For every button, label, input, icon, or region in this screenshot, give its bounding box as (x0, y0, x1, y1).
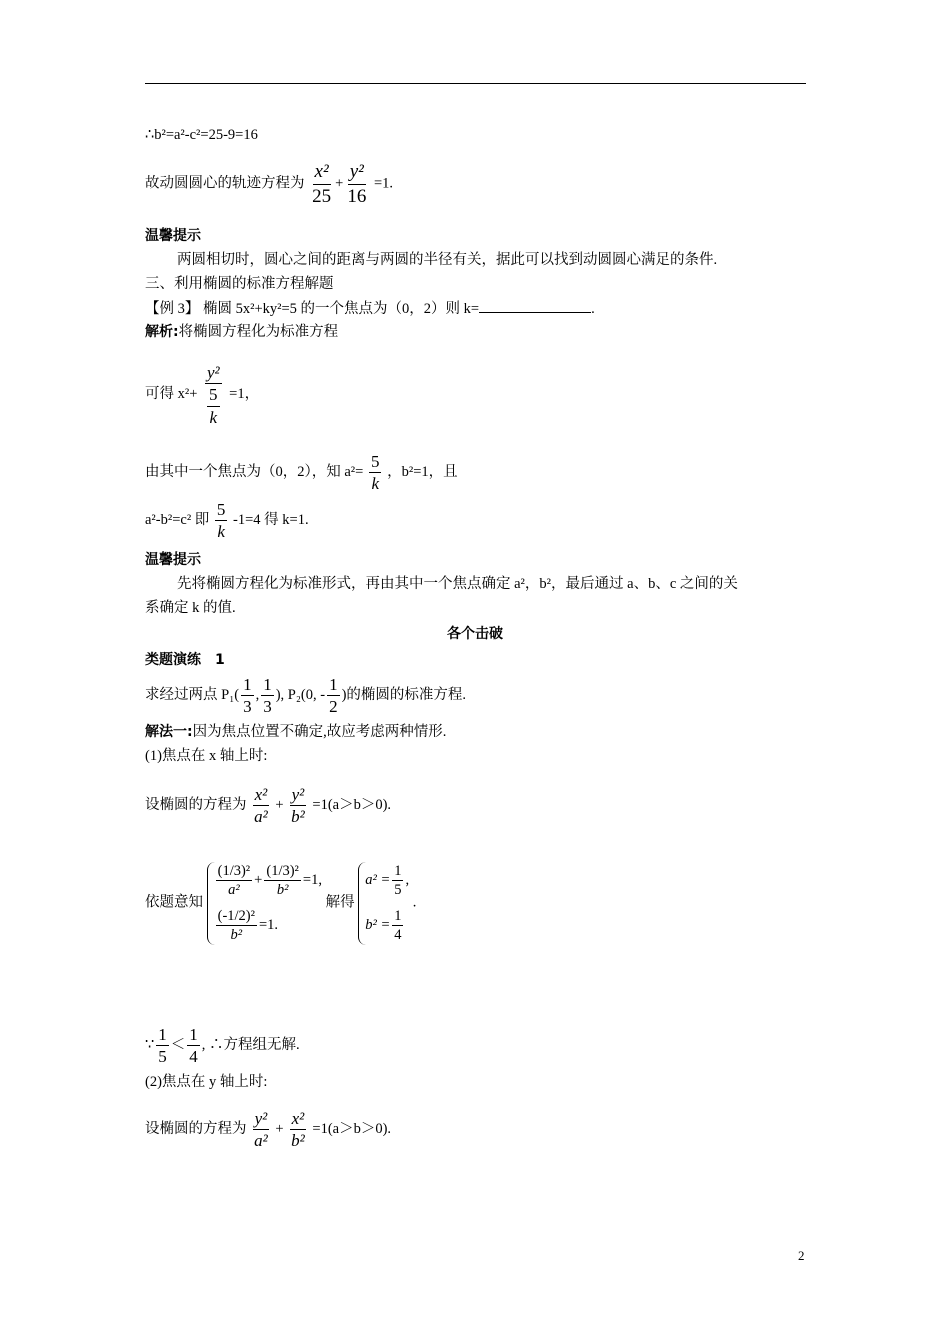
fraction: $\frac{\text{y²}}{\text{b²}}$ (291, 785, 305, 827)
tip-body: 两圆相切时，圆心之间的距离与两圆的半径有关，据此可以找到动圆圆心满足的条件. (177, 252, 718, 268)
analysis: 解析:将椭圆方程化为标准方程 (145, 324, 339, 340)
system-row: a² = $\frac{1}{5}$ , (365, 863, 410, 899)
fraction: $\frac{\text{y²}}{16}$ (347, 161, 367, 207)
fraction: $\frac{\text{(-1/2)²}}{\text{b²}}$ (217, 908, 255, 944)
fraction: $\frac{\text{y²}}{\frac{5}{k}}$ (203, 362, 224, 428)
equation-system: 依题意知 $\frac{\text{(1/3)²}}{\text{a²}}$ + $\frac{\text{(1/3)²}}{\text{b²}}$ =1, $\frac{\text{(-1/2)²}}{\text{b²}}$ =1. 解得 a² = $\frac{1}{5}$ , b² = $\frac{1}{4}$ . (145, 863, 417, 944)
fraction: $\frac{1}{2}$ (329, 675, 338, 717)
fraction: $\frac{5}{k}$ (370, 452, 380, 494)
ellipse-equation-y: 设椭圆的方程为 $\frac{\text{y²}}{\text{a²}}$ + $\frac{\text{x²}}{\text{b²}}$ =1(a＞b＞0). (145, 1109, 392, 1151)
page-number: 2 (798, 1248, 805, 1263)
fraction: $\frac{1}{5}$ (394, 863, 402, 899)
fraction: $\frac{1}{3}$ (243, 675, 252, 717)
fraction: $\frac{1}{3}$ (263, 675, 272, 717)
fraction: $\frac{1}{5}$ (158, 1025, 167, 1067)
nested-fraction: $\frac{5}{k}$ (209, 385, 218, 427)
fraction: $\frac{1}{4}$ (189, 1025, 198, 1067)
solution-brace (358, 862, 409, 945)
example-3: 【例 3】 椭圆 5x²+ky²=5 的一个焦点为（0，2）则 k= . (145, 301, 595, 317)
no-solution: ∵ $\frac{1}{5}$ ＜ $\frac{1}{4}$ , ∴方程组无解. (145, 1025, 300, 1067)
case-1: (1)焦点在 x 轴上时: (145, 748, 268, 764)
fraction: $\frac{\text{x²}}{25}$ (312, 161, 332, 207)
section-heading: 三、利用椭圆的标准方程解题 (145, 276, 334, 292)
practice-problem: 求经过两点 P₁( $\frac{1}{3}$ , $\frac{1}{3}$ ), P₂(0, - $\frac{1}{2}$ )的椭圆的标准方程. (145, 675, 467, 717)
answer-blank (479, 300, 591, 313)
fraction: $\frac{1}{4}$ (394, 908, 402, 944)
fraction: $\frac{\text{(1/3)²}}{\text{b²}}$ (266, 863, 299, 899)
case-2: (2)焦点在 y 轴上时: (145, 1074, 268, 1090)
solution-1: 解法一:因为焦点位置不确定,故应考虑两种情形. (145, 724, 447, 740)
tip-heading: 温馨提示 (145, 552, 201, 568)
tip-body: 先将椭圆方程化为标准形式，再由其中一个焦点确定 a²，b²，最后通过 a、b、c 之间的关 (177, 576, 738, 592)
section-title: 各个击破 (447, 626, 503, 642)
tip-body-cont: 系确定 k 的值. (145, 600, 236, 616)
ellipse-equation-x: 设椭圆的方程为 $\frac{\text{x²}}{\text{a²}}$ + $\frac{\text{y²}}{\text{b²}}$ =1(a＞b＞0). (145, 785, 392, 827)
header-rule (145, 83, 806, 84)
trajectory-equation: 故动圆圆心的轨迹方程为 $\frac{\text{x²}}{25}$ + $\frac{\text{y²}}{16}$ =1. (145, 161, 393, 207)
system-row: $\frac{\text{(-1/2)²}}{\text{b²}}$ =1. (217, 908, 279, 944)
focus-condition: 由其中一个焦点为（0，2），知 a²= $\frac{5}{k}$ ，b²=1，且 (145, 452, 458, 494)
solve-k: a²-b²=c² 即 $\frac{5}{k}$ -1=4 得 k=1. (145, 500, 309, 542)
equation-b-squared: ∴b²=a²-c²=25-9=16 (145, 127, 258, 143)
fraction: $\frac{\text{(1/3)²}}{\text{a²}}$ (217, 863, 251, 899)
system-row: b² = $\frac{1}{4}$ (365, 908, 402, 944)
system-brace (207, 862, 322, 945)
system-row: $\frac{\text{(1/3)²}}{\text{a²}}$ + $\frac{\text{(1/3)²}}{\text{b²}}$ =1, (217, 863, 322, 899)
fraction: $\frac{\text{x²}}{\text{b²}}$ (291, 1109, 305, 1151)
tip-heading: 温馨提示 (145, 228, 201, 244)
fraction: $\frac{5}{k}$ (216, 500, 226, 542)
fraction: $\frac{\text{x²}}{\text{a²}}$ (254, 785, 268, 827)
fraction: $\frac{\text{y²}}{\text{a²}}$ (254, 1109, 268, 1151)
practice-heading: 类题演练 1 (145, 652, 225, 668)
standard-form: 可得 x²+ $\frac{\text{y²}}{\frac{5}{k}}$ =1， (145, 363, 260, 427)
